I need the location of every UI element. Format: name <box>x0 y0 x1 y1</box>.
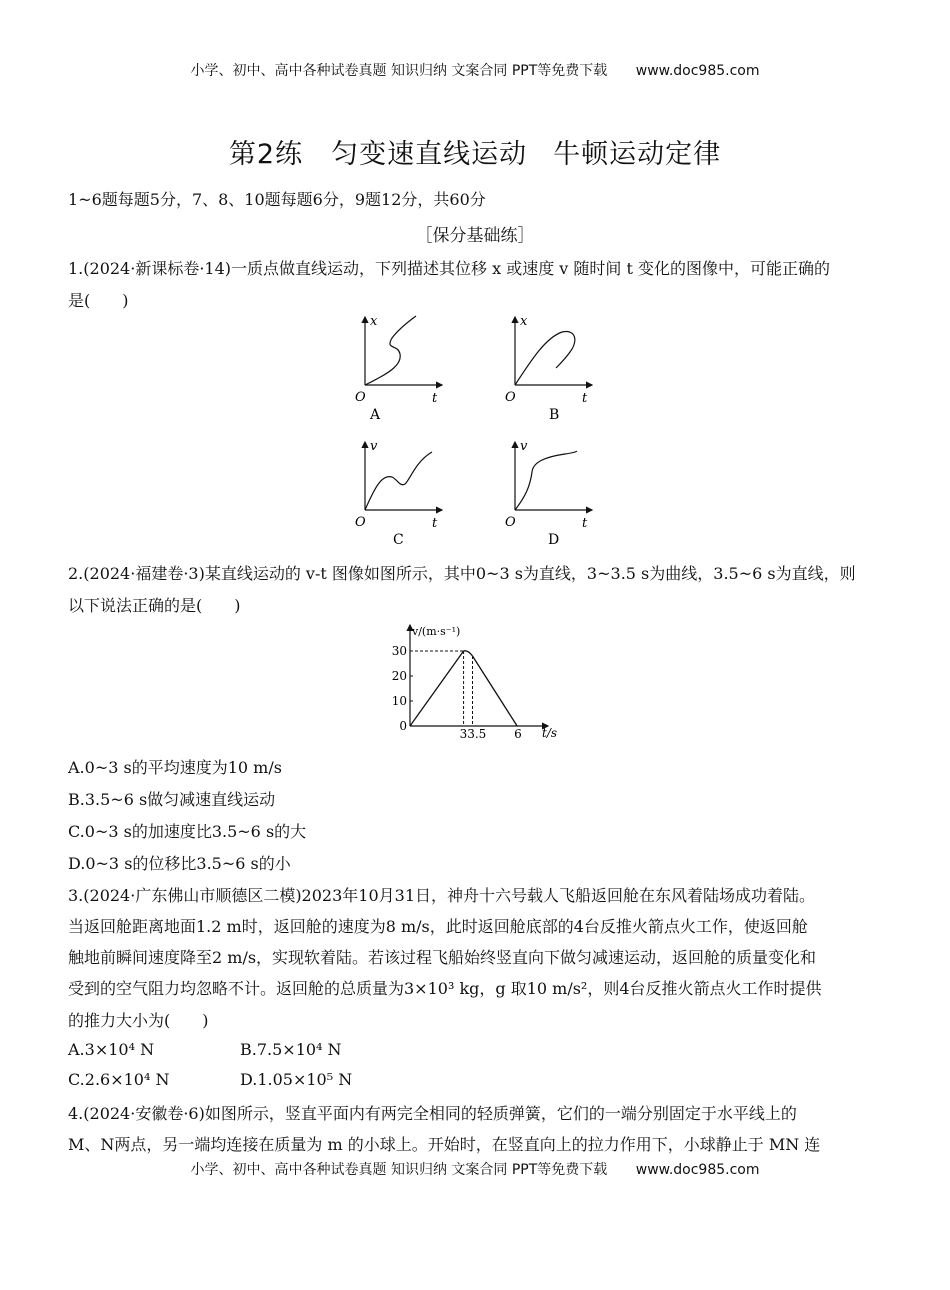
chart-segment-decelerate <box>473 656 518 726</box>
header-text: 小学、初中、高中各种试卷真题 知识归纳 文案合同 PPT等免费下载 <box>190 63 608 79</box>
q3-stem-line4: 受到的空气阻力均忽略不计。返回舱的总质量为3×10³ kg，g 取10 m/s²，则4台反推火箭点火工作时提供 <box>68 979 822 998</box>
header-site-link[interactable]: www.doc985.com <box>635 63 760 79</box>
q3-stem-line3: 触地前瞬间速度降至2 m/s，实现软着陆。若该过程飞船始终竖直向下做匀减速运动，返回舱的质量变化和 <box>68 948 817 967</box>
q1-c-xlabel: t <box>432 516 438 531</box>
q2-stem-line2: 以下说法正确的是( ) <box>68 596 241 615</box>
q1-graph-a <box>355 314 442 423</box>
q2-option-a[interactable]: A.0~3 s的平均速度为10 m/s <box>68 758 282 777</box>
q1-curve-d <box>515 451 577 510</box>
q4-stem-line1: 4.(2024·安徽卷·6)如图所示，竖直平面内有两完全相同的轻质弹簧，它们的一端分别固定于水平线上的 <box>68 1104 797 1123</box>
q3-option-b[interactable]: B.7.5×10⁴ N <box>240 1040 342 1059</box>
page-title <box>0 132 950 171</box>
chart-segment-accelerate <box>410 651 464 726</box>
q3-stem-line1: 3.(2024·广东佛山市顺德区二模)2023年10月31日，神舟十六号载人飞船返回舱在东风着陆场成功着陆。 <box>68 886 815 905</box>
q1-curve-c <box>365 452 432 510</box>
q1-d-origin: O <box>505 515 516 530</box>
q3-option-a[interactable]: A.3×10⁴ N <box>68 1040 155 1059</box>
q1-c-label: C <box>393 532 404 548</box>
q1-b-xlabel: t <box>582 391 588 406</box>
section-heading: ［保分基础练］ <box>415 226 535 246</box>
q1-c-ylabel: v <box>370 439 378 454</box>
q2-option-b[interactable]: B.3.5~6 s做匀减速直线运动 <box>68 790 276 809</box>
q1-graph-b <box>505 314 592 423</box>
footer-site-link[interactable]: www.doc985.com <box>635 1162 760 1178</box>
q2-vt-chart <box>390 620 590 745</box>
q3-stem-line5: 的推力大小为( ) <box>68 1011 209 1030</box>
q1-graph-c <box>355 439 442 548</box>
chart-xlabel: t/s <box>542 726 558 740</box>
footer-text: 小学、初中、高中各种试卷真题 知识归纳 文案合同 PPT等免费下载 <box>190 1162 608 1178</box>
q1-a-label: A <box>370 407 381 423</box>
q2-stem-line1: 2.(2024·福建卷·3)某直线运动的 v-t 图像如图所示，其中0~3 s为直线，3~3.5 s为曲线，3.5~6 s为直线，则 <box>68 564 856 583</box>
q1-d-label: D <box>548 532 560 548</box>
q2-option-d[interactable]: D.0~3 s的位移比3.5~6 s的小 <box>68 854 291 873</box>
q1-curve-b <box>515 332 575 385</box>
q1-d-xlabel: t <box>582 516 588 531</box>
q1-graph-d <box>505 439 592 548</box>
chart-xtick-label-3-3.5: 33.5 <box>459 727 487 741</box>
title-part-2: 牛顿运动定律 <box>553 139 722 170</box>
chart-ylabel: v/(m·s⁻¹) <box>412 625 461 638</box>
header-banner <box>0 60 950 80</box>
chart-ytick-label: 30 <box>391 644 407 658</box>
q4-stem-line2: M、N两点，另一端均连接在质量为 m 的小球上。开始时，在竖直向上的拉力作用下，小球静止于 MN 连 <box>68 1135 821 1154</box>
q1-b-label: B <box>549 407 560 423</box>
chart-ytick-label: 10 <box>391 694 407 708</box>
q1-a-origin: O <box>355 390 366 405</box>
chart-ytick-label: 20 <box>391 669 407 683</box>
q1-graphs <box>0 312 950 552</box>
q2-option-c[interactable]: C.0~3 s的加速度比3.5~6 s的大 <box>68 822 307 841</box>
q1-a-ylabel: x <box>370 314 378 329</box>
chart-xtick-label-6: 6 <box>514 727 522 741</box>
q3-option-c[interactable]: C.2.6×10⁴ N <box>68 1070 170 1089</box>
q3-option-d[interactable]: D.1.05×10⁵ N <box>240 1070 353 1089</box>
title-part-1: 第2练 匀变速直线运动 <box>228 139 528 170</box>
footer-banner <box>0 1159 950 1179</box>
q1-b-origin: O <box>505 390 516 405</box>
q1-c-origin: O <box>355 515 366 530</box>
q1-a-xlabel: t <box>432 391 438 406</box>
q1-b-ylabel: x <box>520 314 528 329</box>
chart-ytick-label: 0 <box>399 719 407 733</box>
chart-segment-curve <box>464 651 473 656</box>
q1-d-ylabel: v <box>520 439 528 454</box>
q1-stem-line1: 1.(2024·新课标卷·14)一质点做直线运动，下列描述其位移 x 或速度 v 随时间 t 变化的图像中，可能正确的 <box>68 259 831 278</box>
scoring-rule: 1~6题每题5分，7、8、10题每题6分，9题12分，共60分 <box>68 190 486 209</box>
q3-stem-line2: 当返回舱距离地面1.2 m时，返回舱的速度为8 m/s，此时返回舱底部的4台反推火箭点火工作，使返回舱 <box>68 917 808 936</box>
q1-stem-line2: 是( ) <box>68 291 129 310</box>
